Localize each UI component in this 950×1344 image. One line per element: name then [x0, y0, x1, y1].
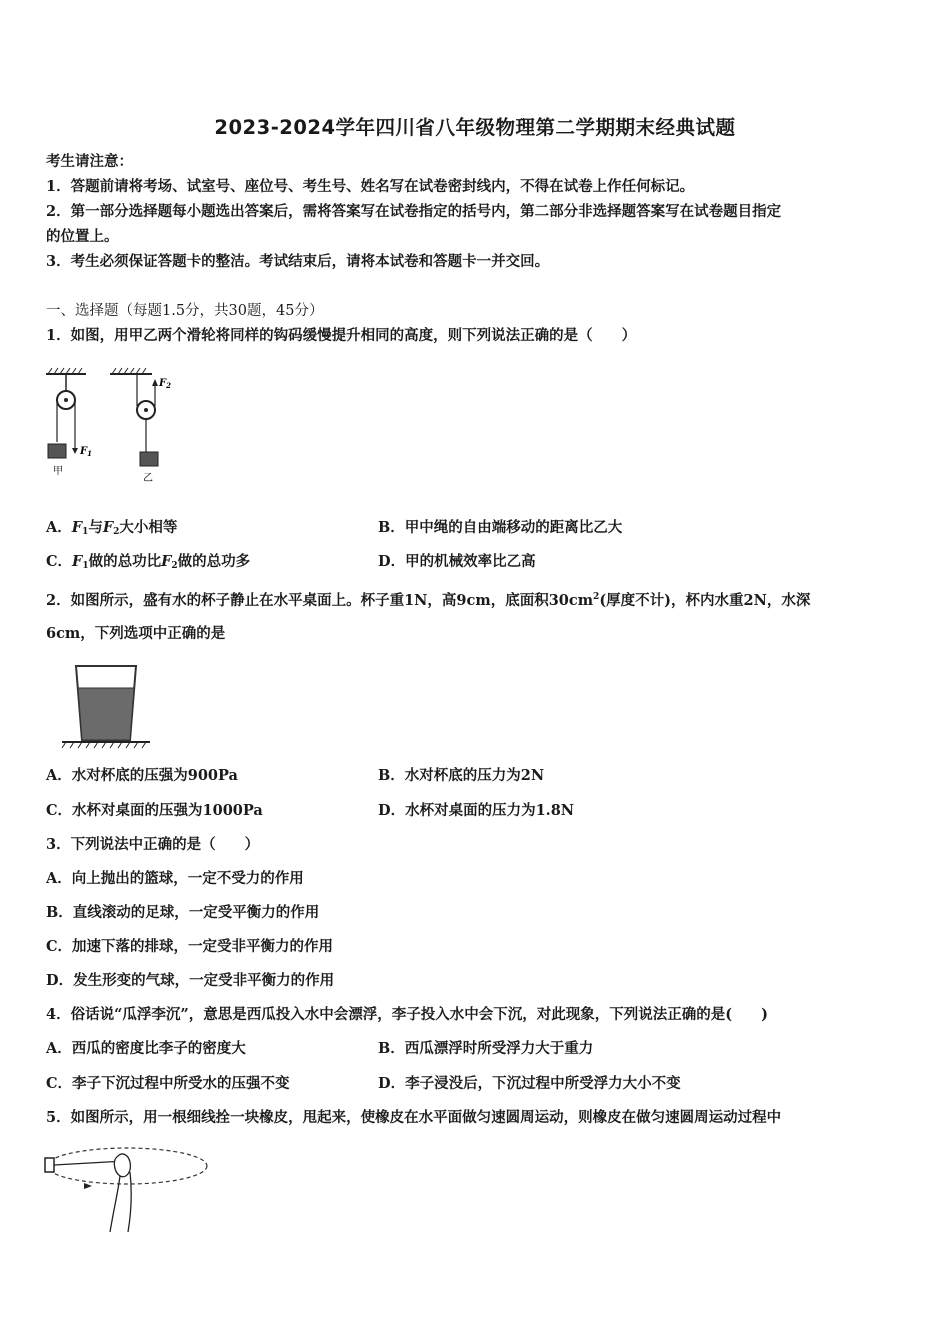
q2-option-b: B．水对杯底的压力为2N: [378, 767, 545, 784]
section-heading: 一、选择题（每题1.5分，共30题，45分）: [46, 303, 324, 319]
label-yi: 乙: [143, 473, 153, 484]
q1-option-d: D．甲的机械效率比乙高: [378, 553, 536, 570]
f2-label: $F_2$: [159, 378, 171, 390]
q4-stem: 4．俗话说“瓜浮李沉”，意思是西瓜投入水中会漂浮，李子投入水中会下沉，对此现象，下列说法正确的是( ): [46, 1006, 768, 1023]
pulley-figure: [40, 366, 200, 486]
f1-label: $F_1$: [80, 446, 92, 458]
motion-arrow: [84, 1183, 92, 1189]
q4-option-d: D．李子浸没后，下沉过程中所受浮力大小不变: [378, 1075, 681, 1092]
eraser: [45, 1158, 54, 1172]
q3-option-c: C．加速下落的排球，一定受非平衡力的作用: [46, 938, 334, 955]
q4-option-a: A．西瓜的密度比李子的密度大: [46, 1040, 246, 1057]
q3-option-b: B．直线滚动的足球，一定受平衡力的作用: [46, 904, 320, 921]
q3-option-d: D．发生形变的气球，一定受非平衡力的作用: [46, 972, 335, 989]
weight-left: [48, 444, 66, 458]
f2-arrow: [152, 379, 158, 386]
water-body: [78, 688, 134, 740]
notice-item-3: 3．考生必须保证答题卡的整洁。考试结束后，请将本试卷和答题卡一并交回。: [46, 253, 550, 270]
hand: [114, 1154, 130, 1177]
notice-item-2-cont: 的位置上。: [46, 228, 119, 245]
q4-option-c: C．李子下沉过程中所受水的压强不变: [46, 1075, 290, 1092]
q1-option-b: B．甲中绳的自由端移动的距离比乙大: [378, 519, 623, 536]
q2-option-a: A．水对杯底的压强为900Pa: [46, 767, 238, 784]
weight-right: [140, 452, 158, 466]
notice-heading: 考生请注意：: [46, 153, 133, 170]
page-title: 2023-2024学年四川省八年级物理第二学期期末经典试题: [214, 116, 736, 139]
q2-option-c: C．水杯对桌面的压强为1000Pa: [46, 802, 263, 819]
fixed-pulley-hub: [64, 398, 68, 402]
q4-option-b: B．西瓜漂浮时所受浮力大于重力: [378, 1040, 594, 1057]
q2-stem-line2: 6cm，下列选项中正确的是: [46, 625, 226, 642]
label-jia: 甲: [53, 466, 63, 477]
q1-option-c: C．$F_1$做的总功比$F_2$做的总功多: [46, 553, 251, 571]
water-cup-figure: [58, 660, 158, 752]
rubber-circle-figure: [40, 1142, 215, 1237]
q1-stem: 1．如图，用甲乙两个滑轮将同样的钩码缓慢提升相同的高度，则下列说法正确的是（ ）: [46, 327, 637, 344]
movable-pulley-hub: [144, 408, 148, 412]
forearm: [110, 1172, 131, 1232]
q3-option-a: A．向上抛出的篮球，一定不受力的作用: [46, 870, 304, 887]
q1-option-a: A．$F_1$与$F_2$大小相等: [46, 519, 178, 537]
notice-item-1: 1．答题前请将考场、试室号、座位号、考生号、姓名写在试卷密封线内，不得在试卷上作任何标记。: [46, 178, 695, 195]
q3-stem: 3．下列说法中正确的是（ ）: [46, 836, 260, 853]
f1-arrow: [72, 448, 78, 454]
q2-stem: 2．如图所示，盛有水的杯子静止在水平桌面上。杯子重1N，高9cm，底面积$30cm^2$(厚度不计)，杯内水重2N，水深: [46, 592, 811, 609]
q2-option-d: D．水杯对桌面的压力为1.8N: [378, 802, 575, 819]
q5-stem: 5．如图所示，用一根细线拴一块橡皮，甩起来，使橡皮在水平面做匀速圆周运动，则橡皮在做匀速圆周运动过程中: [46, 1109, 782, 1126]
notice-item-2: 2．第一部分选择题每小题选出答案后，需将答案写在试卷指定的括号内，第二部分非选择题答案写在试卷题目指定: [46, 203, 782, 220]
